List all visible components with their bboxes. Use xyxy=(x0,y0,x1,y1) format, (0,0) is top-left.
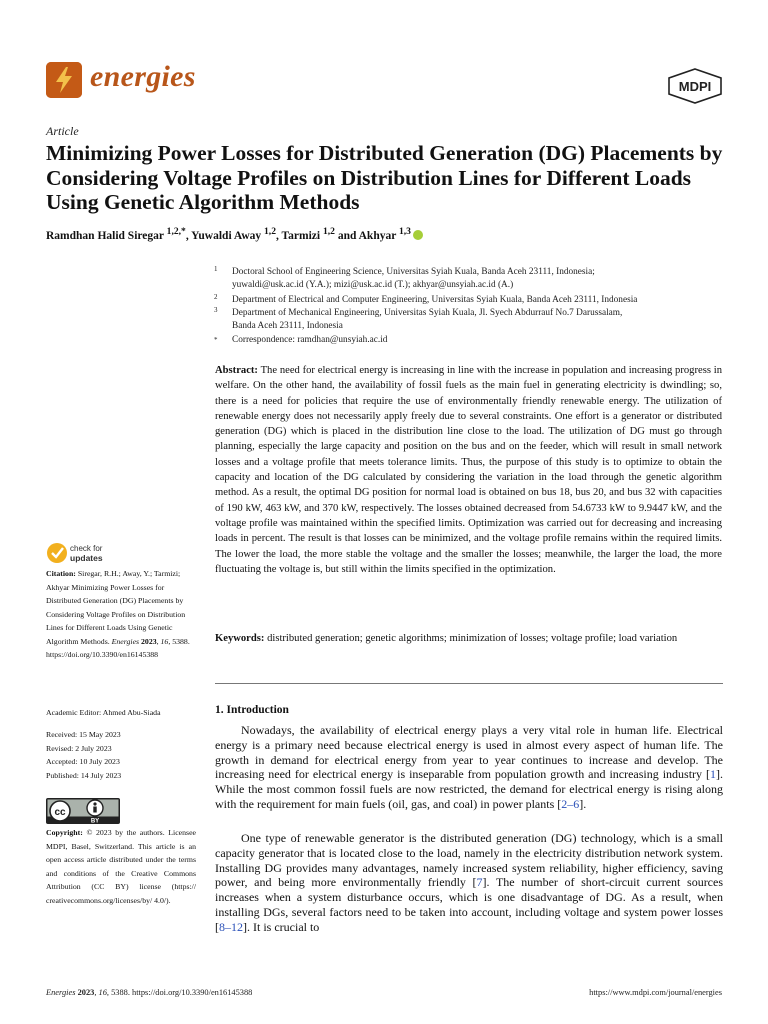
reference-link[interactable]: 2–6 xyxy=(561,796,580,811)
author-name: Tarmizi xyxy=(281,229,321,242)
journal-logo-icon xyxy=(46,62,82,98)
keywords-label: Keywords: xyxy=(215,633,265,644)
publisher-logo[interactable] xyxy=(667,68,723,104)
publication-dates: Received: 15 May 2023 Revised: 2 July 2023 Accepted: 10 July 2023 Published: 14 July 2023 xyxy=(46,730,122,780)
author-name: Yuwaldi Away xyxy=(191,229,262,242)
author-name: Ramdhan Halid Siregar xyxy=(46,229,164,242)
keywords xyxy=(215,631,722,646)
svg-text:updates: updates xyxy=(70,553,103,563)
footer-journal-url[interactable]: https://www.mdpi.com/journal/energies xyxy=(589,988,722,997)
article-type: Article xyxy=(46,124,79,138)
reference-link[interactable]: 8–12 xyxy=(219,919,243,934)
paragraph: Nowadays, the availability of electrical energy plays a very vital role in human life. Electrical energy is a primary need because electrical energy is used in almost every aspect of human life. The growth in demand for electrical energy from year to year continues to increase and develop. The increasing need for electrical energy is inseparable from population growth and increasing industry [1]. While the most common fossil fuels are now restricted, the demand for electrical energy is rising along with the requirement for main fuels (oil, gas, and coal) in power plants [2–6]. xyxy=(215,723,723,811)
author-name: Akhyar xyxy=(358,229,397,242)
citation-block: Citation: Siregar, R.H.; Away, Y.; Tarmizi; Akhyar Minimizing Power Losses for Distributed Generation (DG) Placements by Considering Voltage Profiles on Distribution Lines for Different Loads Using Genetic Algorithm Methods. Energies 2023, 16, 5388. https://doi.org/10.3390/en16145388 xyxy=(46,569,190,659)
svg-text:check for: check for xyxy=(70,544,103,553)
copyright-notice: Copyright: © 2023 by the authors. Licensee MDPI, Basel, Switzerland. This article is an open access article distributed under the terms and conditions of the Creative Commons Attribution (CC BY) license (https:// creativecommons.org/licenses/by/ 4.0/). xyxy=(46,828,196,905)
journal-name[interactable]: energies xyxy=(90,60,196,93)
abstract-label: Abstract: xyxy=(215,365,258,376)
cc-by-license-badge[interactable] xyxy=(46,798,120,824)
publisher-name: MDPI xyxy=(678,79,712,94)
keywords-text: distributed generation; genetic algorithms; minimization of losses; voltage profile; load variation xyxy=(267,633,678,644)
citation-doi-link[interactable]: 5388. https://doi.org/10.3390/en16145388 xyxy=(46,636,190,659)
paragraph: One type of renewable generator is the distributed generation (DG) technology, which is a small capacity generator that is located close to the load, namely in the electricity distribution network system. Installing DG provides many advantages, namely increased system reliability, higher efficiency, saving power, and being more environmentally friendly [7]. The number of short-circuit current sources increases when a system disturbance occurs, which is one disadvantage of DG. As a result, when installing DGs, several factors need to be taken into account, including voltage and system power losses [8–12]. It is crucial to xyxy=(215,831,724,934)
footer-citation: Energies 2023, 16, 5388. https://doi.org/10.3390/en16145388 xyxy=(46,988,253,997)
orcid-icon[interactable] xyxy=(413,230,423,240)
check-for-updates-button[interactable] xyxy=(46,540,126,566)
divider xyxy=(215,683,723,684)
reference-link[interactable]: 1 xyxy=(710,767,716,782)
svg-text:BY: BY xyxy=(90,818,100,824)
section-heading: 1. Introduction xyxy=(215,704,289,716)
abstract-text: The need for electrical energy is increasing in line with the increase in population and increasing progress in welfare. On the other hand, the availability of fossil fuels as the main fuel in generating electricity is dwindling; so, there is a need for policies that require the use of environmentally friendly renewable energy. The utilization of renewable energy does not necessarily apply freely due to several constraints. One effort is a generator or distributed generation (DG) which is placed in the distribution line close to the load. The utilization of DG must go through planning, especially the large capacity and position on the bus and on the feeder, which will result in small network losses and a voltage profile that meets tolerance limits. Thus, the purpose of this study is to optimize to obtain the capacity and location of the DG calculated by considering the variation in the load through the genetic algorithm method. As a result, the optimal DG position for normal load is obtained on bus 18, bus 20, and bus 32 with capacities of 190 kW, 463 kW, and 370 kW, respectively. The losses obtained decreased from 54.6733 kW to 9.9447 kW, and the voltage profile was maintained within the specified limits. Optimization was carried out for decreasing and increasing loads in percent. The result is that losses can be minimized, and the voltage profile remains within the required limits. The lower the load, the more stable the voltage and the smaller the losses; meanwhile, the larger the load, the more fluctuating the voltage is, but still within the limits specified in the optimization. xyxy=(215,365,722,575)
abstract xyxy=(215,363,722,577)
academic-editor: Academic Editor: Ahmed Abu-Siada xyxy=(46,708,161,717)
author-list: Ramdhan Halid Siregar $^{1,2,*}$, Yuwaldi Away $^{1,2}$, Tarmizi $^{1,2}$ and Akhyar $^{1,3}$ xyxy=(46,226,423,242)
svg-text:cc: cc xyxy=(54,807,66,818)
paper-title: Minimizing Power Losses for Distributed Generation (DG) Placements by Considering Voltage Profiles on Distribution Lines for Different Loads Using Genetic Algorithm Methods xyxy=(46,141,723,214)
reference-link[interactable]: 7 xyxy=(476,875,483,890)
